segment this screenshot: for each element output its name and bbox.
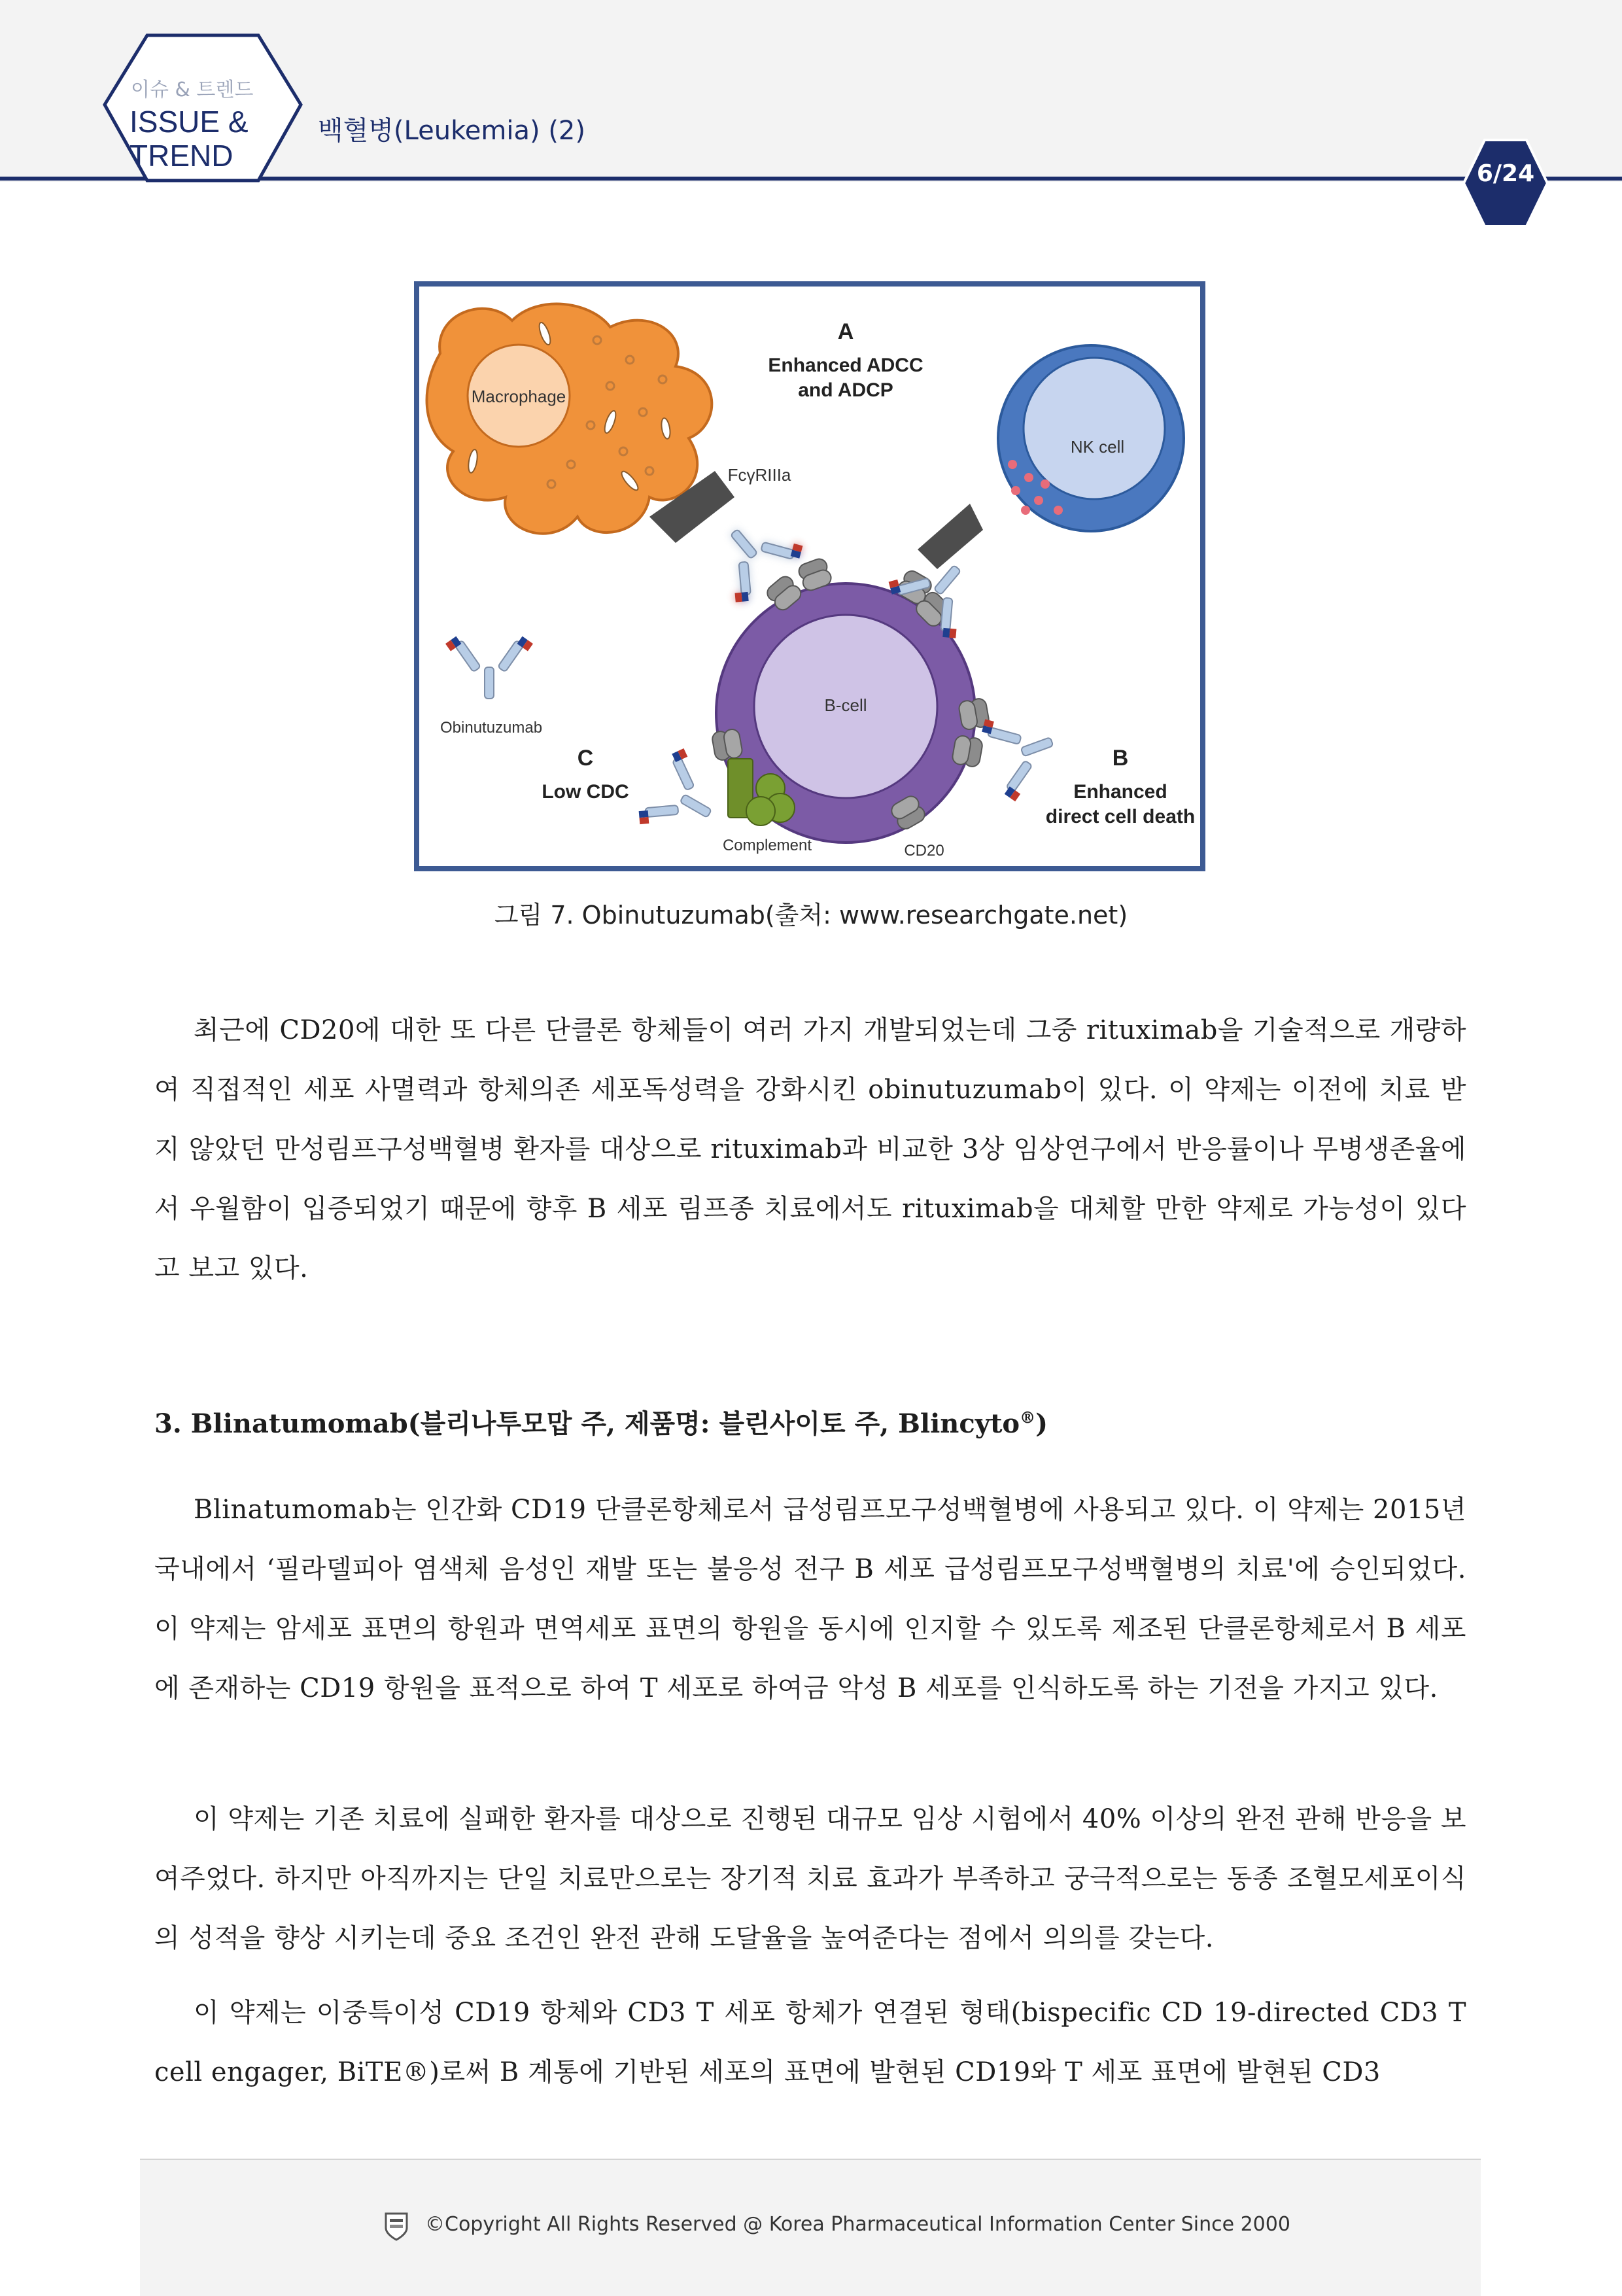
fc-receptor-label: FcγRIIIa [727,465,791,485]
b-cell-label: B-cell [824,695,867,715]
mechanism-c-letter: C [577,746,594,771]
paragraph-blinatumomab-mechanism: 이 약제는 이중특이성 CD19 항체와 CD3 T 세포 항체가 연결된 형태(bispecific CD 19-directed CD3 T cell engager, BiTE®)로써 B 계통에 기반된 세포의 표면에 발현된 CD19와 T 세포 표면에 발현된 CD3 [154,1998,1466,2087]
paragraph-blinatumomab-intro: Blinatumomab는 인간화 CD19 단클론항체로서 급성림프모구성백혈병에 사용되고 있다. 이 약제는 2015년 국내에서 ‘필라델피아 염색체 음성인 재발 또는 불응성 전구 B 세포 급성림프모구성백혈병의 치료'에 승인되었다. 이 약제는 암세포 표면의 항원과 면역세포 표면의 항원을 동시에 인지할 수 있도록 제조된 단클론항체로서 B 세포에 존재하는 CD19 항원을 표적으로 하여 T 세포로 하여금 악성 B 세포를 인식하도록 하는 기전을 가지고 있다. [154,1495,1466,1703]
mechanism-a-letter: A [837,319,854,344]
kpic-shield-icon [383,2211,409,2241]
mechanism-b-line2: direct cell death [1045,806,1196,827]
badge-title-line1: ISSUE & [129,105,249,139]
section-heading-close: ) [1035,1408,1048,1439]
badge-title [129,105,300,173]
registered-mark: ® [1020,1408,1036,1427]
mechanism-a-line1: Enhanced ADCC [768,355,923,376]
macrophage-label: Macrophage [471,387,566,406]
mechanism-c-text: Low CDC [542,781,629,803]
cd20-label: CD20 [904,842,944,860]
nk-cell-label: NK cell [1070,437,1125,457]
mechanism-a-line2: and ADCP [798,379,893,401]
obinutuzumab-figure [414,281,1205,871]
figure-caption: 그림 7. Obinutuzumab(출처: www.researchgate.net) [494,901,1128,930]
page-number: 6/24 [1476,160,1535,187]
complement-label: Complement [722,837,812,854]
badge-title-line2: TREND [129,139,233,173]
paragraph-obinutuzumab: 최근에 CD20에 대한 또 다른 단클론 항체들이 여러 가지 개발되었는데 그중 rituximab을 기술적으로 개량하여 직접적인 세포 사멸력과 항체의존 세포독성력을 강화시킨 obinutuzumab이 있다. 이 약제는 이전에 치료 받지 않았던 만성림프구성백혈병 환자를 대상으로 rituximab과 비교한 3상 임상연구에서 반응률이나 무병생존율에서 우월함이 입증되었기 때문에 향후 B 세포 림프종 치료에서도 rituximab을 대체할 만한 약제로 가능성이 있다고 보고 있다. [154,1015,1466,1283]
mechanism-b-letter: B [1112,746,1129,771]
mechanism-b-line1: Enhanced [1073,781,1167,803]
paragraph-blinatumomab-efficacy: 이 약제는 기존 치료에 실패한 환자를 대상으로 진행된 대규모 임상 시험에서 40% 이상의 완전 관해 반응을 보여주었다. 하지만 아직까지는 단일 치료만으로는 장기적 치료 효과가 부족하고 궁극적으로는 동종 조혈모세포이식의 성적을 향상 시키는데 중요 조건인 완전 관해 도달율을 높여준다는 점에서 의의를 갖는다. [154,1804,1466,1953]
nk-cell-nucleus [1024,358,1165,499]
badge-subtitle: 이슈 & 트렌드 [131,78,254,101]
antibody-legend-label: Obinutuzumab [440,719,543,737]
section-heading-text: 3. Blinatumomab(블리나투모맙 주, 제품명: 블린사이토 주, Blincyto [154,1408,1020,1439]
copyright-notice: ©Copyright All Rights Reserved @ Korea Pharmaceutical Information Center Since 2000 [425,2213,1290,2236]
document-title: 백혈병(Leukemia) (2) [318,116,585,146]
section-heading-blinatumomab [154,1403,1466,1440]
